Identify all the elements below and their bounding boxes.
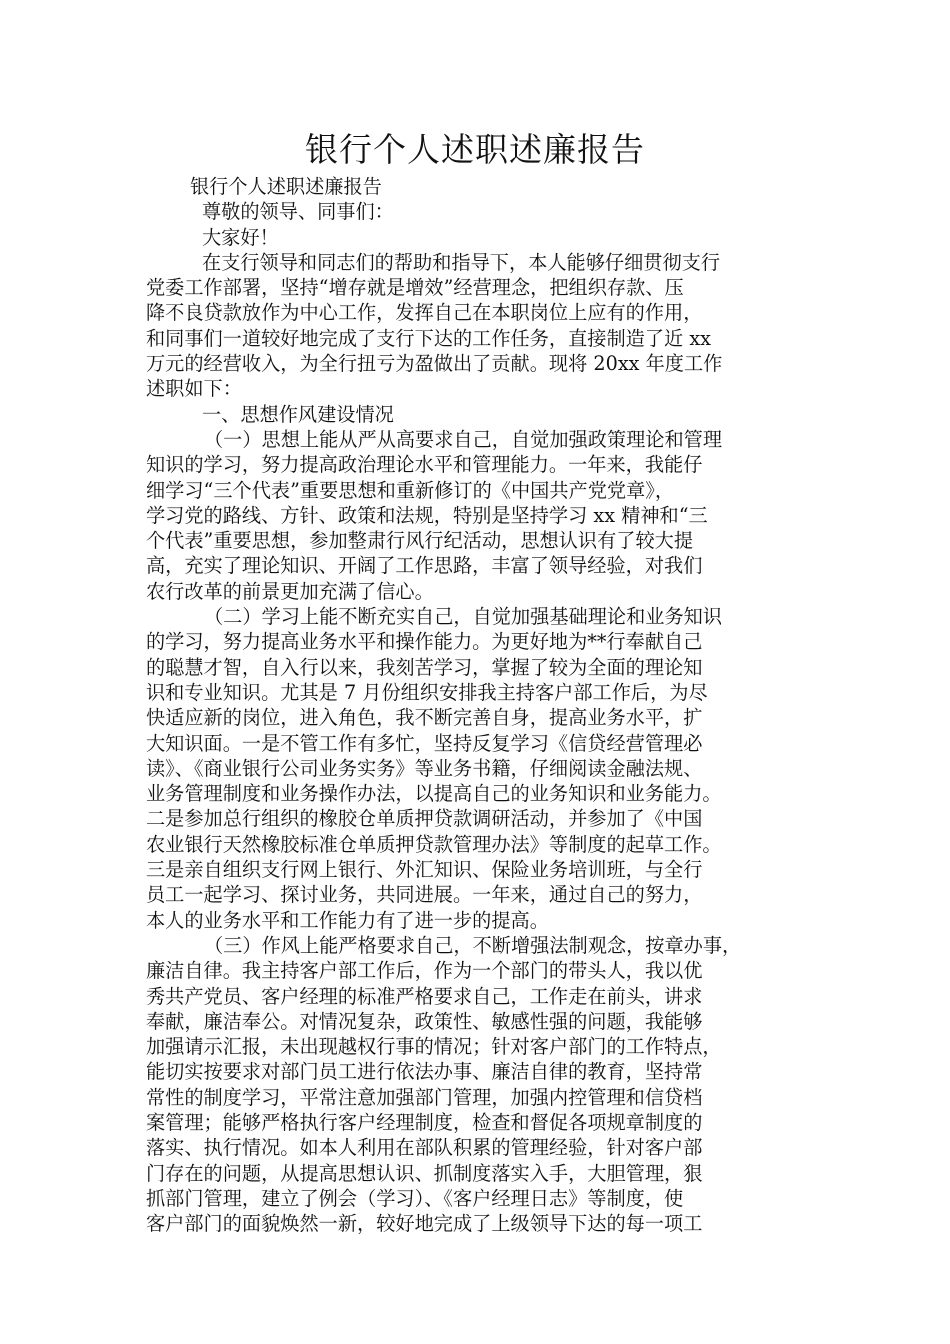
paragraph-line: 降不良贷款放作为中心工作，发挥自己在本职岗位上应有的作用， [146,301,703,325]
paragraph-line: （三）作风上能严格要求自己，不断增强法制观念，按章办事， [204,933,742,957]
paragraph-line: 学习党的路线、方针、政策和法规，特别是坚持学习 xx 精神和“三 [146,503,708,527]
paragraph-line: 快适应新的岗位，进入角色，我不断完善自身，提高业务水平，扩 [146,706,703,730]
paragraph-line: 一、思想作风建设情况 [202,402,394,426]
document-title: 银行个人述职述廉报告 [305,130,645,169]
paragraph-line: 业务管理制度和业务操作办法，以提高自己的业务知识和业务能力。 [146,782,722,806]
paragraph-line: 抓部门管理，建立了例会（学习）、《客户经理日志》等制度，使 [146,1186,684,1210]
paragraph-line: （一）思想上能从严从高要求自己，自觉加强政策理论和管理 [204,427,723,451]
paragraph-line: 大知识面。一是不管工作有多忙，坚持反复学习《信贷经营管理必 [146,731,703,755]
paragraph-line: 廉洁自律。我主持客户部工作后，作为一个部门的带头人，我以优 [146,959,703,983]
paragraph-line: 读》、《商业银行公司业务实务》等业务书籍，仔细阅读金融法规、 [146,756,703,780]
paragraph-line: 常性的制度学习，平常注意加强部门管理，加强内控管理和信贷档 [146,1085,703,1109]
paragraph-line: 的学习，努力提高业务水平和操作能力。为更好地为**行奉献自己 [146,630,703,654]
paragraph-line: 三是亲自组织支行网上银行、外汇知识、保险业务培训班，与全行 [146,858,703,882]
paragraph-line: 门存在的问题，从提高思想认识、抓制度落实入手，大胆管理，狠 [146,1161,703,1185]
paragraph-line: 述职如下： [146,377,242,401]
paragraph-line: 二是参加总行组织的橡胶仓单质押贷款调研活动，并参加了《中国 [146,807,703,831]
paragraph-line: 秀共产党员、客户经理的标准严格要求自己，工作走在前头，讲求 [146,984,703,1008]
paragraph-line: 高，充实了理论知识、开阔了工作思路，丰富了领导经验，对我们 [146,554,703,578]
paragraph-line: 落实、执行情况。如本人利用在部队积累的管理经验，针对客户部 [146,1136,703,1160]
paragraph-line: 奉献，廉洁奉公。对情况复杂，政策性、敏感性强的问题，我能够 [146,1009,703,1033]
paragraph-line: （二）学习上能不断充实自己，自觉加强基础理论和业务知识 [204,605,723,629]
paragraph-line: 党委工作部署，坚持“增存就是增效”经营理念，把组织存款、压 [146,276,684,300]
paragraph-line: 农业银行天然橡胶标准仓单质押贷款管理办法》等制度的起草工作。 [146,832,722,856]
paragraph-line: 细学习“三个代表”重要思想和重新修订的《中国共产党党章》， [146,478,675,502]
paragraph-line: 大家好！ [202,225,279,249]
paragraph-line: 能切实按要求对部门员工进行依法办事、廉洁自律的教育，坚持常 [146,1060,703,1084]
paragraph-line: 个代表”重要思想，参加整肃行风行纪活动，思想认识有了较大提 [146,529,694,553]
paragraph-line: 在支行领导和同志们的帮助和指导下，本人能够仔细贯彻支行 [202,250,721,274]
paragraph-line: 的聪慧才智，自入行以来，我刻苦学习，掌握了较为全面的理论知 [146,655,703,679]
paragraph-line: 识和专业知识。尤其是 7 月份组织安排我主持客户部工作后，为尽 [146,680,708,704]
paragraph-line: 知识的学习，努力提高政治理论水平和管理能力。一年来，我能仔 [146,453,703,477]
paragraph-line: 加强请示汇报，未出现越权行事的情况；针对客户部门的工作特点， [146,1035,722,1059]
paragraph-line: 农行改革的前景更加充满了信心。 [146,579,434,603]
paragraph-line: 万元的经营收入，为全行扭亏为盈做出了贡献。现将 20xx 年度工作 [146,352,723,376]
paragraph-line: 客户部门的面貌焕然一新，较好地完成了上级领导下达的每一项工 [146,1212,703,1236]
paragraph-line: 本人的业务水平和工作能力有了进一步的提高。 [146,908,549,932]
document-body [146,174,814,1236]
paragraph-line: 和同事们一道较好地完成了支行下达的工作任务，直接制造了近 xx [146,326,711,350]
paragraph-line: 银行个人述职述廉报告 [190,175,382,198]
paragraph-line: 案管理；能够严格执行客户经理制度，检查和督促各项规章制度的 [146,1110,703,1134]
paragraph-line: 尊敬的领导、同事们： [202,200,394,224]
paragraph-line: 员工一起学习、探讨业务，共同进展。一年来，通过自己的努力， [146,883,703,907]
